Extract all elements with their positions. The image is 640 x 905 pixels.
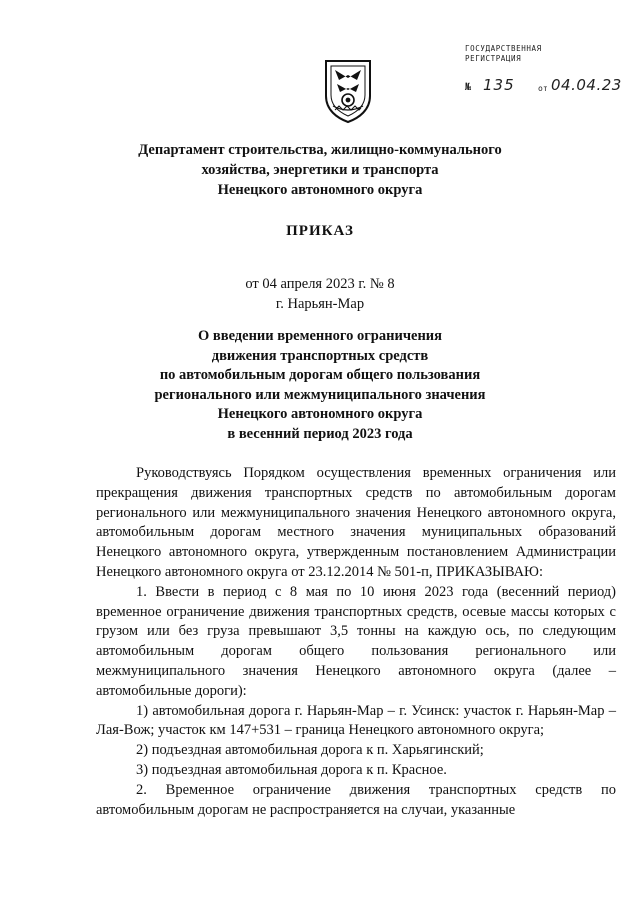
coat-of-arms-emblem [323, 58, 373, 124]
stamp-line-1: ГОСУДАРСТВЕННАЯ [465, 44, 542, 53]
department-line-2: хозяйства, энергетики и транспорта [201, 162, 439, 178]
clause-1-paragraph: 1. Ввести в период с 8 мая по 10 июня 2023 года (весенний период) временное ограничение движения транспортных средств, осевые массы которых с грузом или без груза превышают 3,5 тонны на каждую ось, по следующим автомобильным дорогам общего пользования регионального или межмуниципального значения Ненецкого автономного округа (далее – автомобильные дороги): [96, 583, 616, 699]
department-line-1: Департамент строительства, жилищно-коммунального [138, 142, 502, 158]
stamp-number-prefix: № [465, 82, 472, 93]
department-line-3: Ненецкого автономного округа [217, 182, 423, 198]
document-subject [0, 327, 640, 444]
subject-line-4: регионального или межмуниципального значения [154, 386, 486, 403]
stamp-line-2: РЕГИСТРАЦИЯ [465, 54, 522, 63]
stamp-registration-number: 135 [483, 76, 515, 94]
document-title: ПРИКАЗ [286, 223, 354, 239]
clause-1-item-1: 1) автомобильная дорога г. Нарьян-Мар – г. Усинск: участок г. Нарьян-Мар – Лая-Вож; участок км 147+531 – граница Ненецкого автономного округа; [96, 702, 616, 739]
department-heading [0, 140, 640, 200]
subject-line-1: О введении временного ограничения [198, 328, 442, 344]
subject-line-5: Ненецкого автономного округа [217, 406, 423, 422]
clause-1-item-2: 2) подъездная автомобильная дорога к п. Харьягинский; [136, 742, 484, 759]
document-body [96, 464, 616, 820]
clause-1-item-3: 3) подъездная автомобильная дорога к п. Красное. [136, 761, 447, 778]
registration-stamp [465, 44, 625, 104]
subject-line-2: движения транспортных средств [211, 347, 429, 364]
document-meta [0, 274, 640, 314]
stamp-date-prefix: от [538, 84, 548, 93]
stamp-registration-date: 04.04.23 [551, 76, 622, 94]
subject-line-6: в весенний период 2023 года [227, 425, 413, 442]
stamp-number-row [465, 74, 625, 96]
document-date-number: от 04 апреля 2023 г. № 8 [245, 276, 395, 292]
document-place: г. Нарьян-Мар [275, 296, 365, 312]
preamble-paragraph: Руководствуясь Порядком осуществления временных ограничения или прекращения движения транспортных средств по автомобильным дорогам регионального или межмуниципального значения Ненецкого автономного округа, автомобильным дорогам местного значения муниципальных образований Ненецкого автономного округа, утвержденным постановлением Администрации Ненецкого автономного округа от 23.12.2014 № 501-п, ПРИКАЗЫВАЮ: [96, 465, 616, 580]
clause-2-paragraph: 2. Временное ограничение движения транспортных средств по автомобильным дорогам не распространяется на случаи, указанные [96, 781, 616, 818]
subject-line-3: по автомобильным дорогам общего пользования [159, 367, 481, 383]
